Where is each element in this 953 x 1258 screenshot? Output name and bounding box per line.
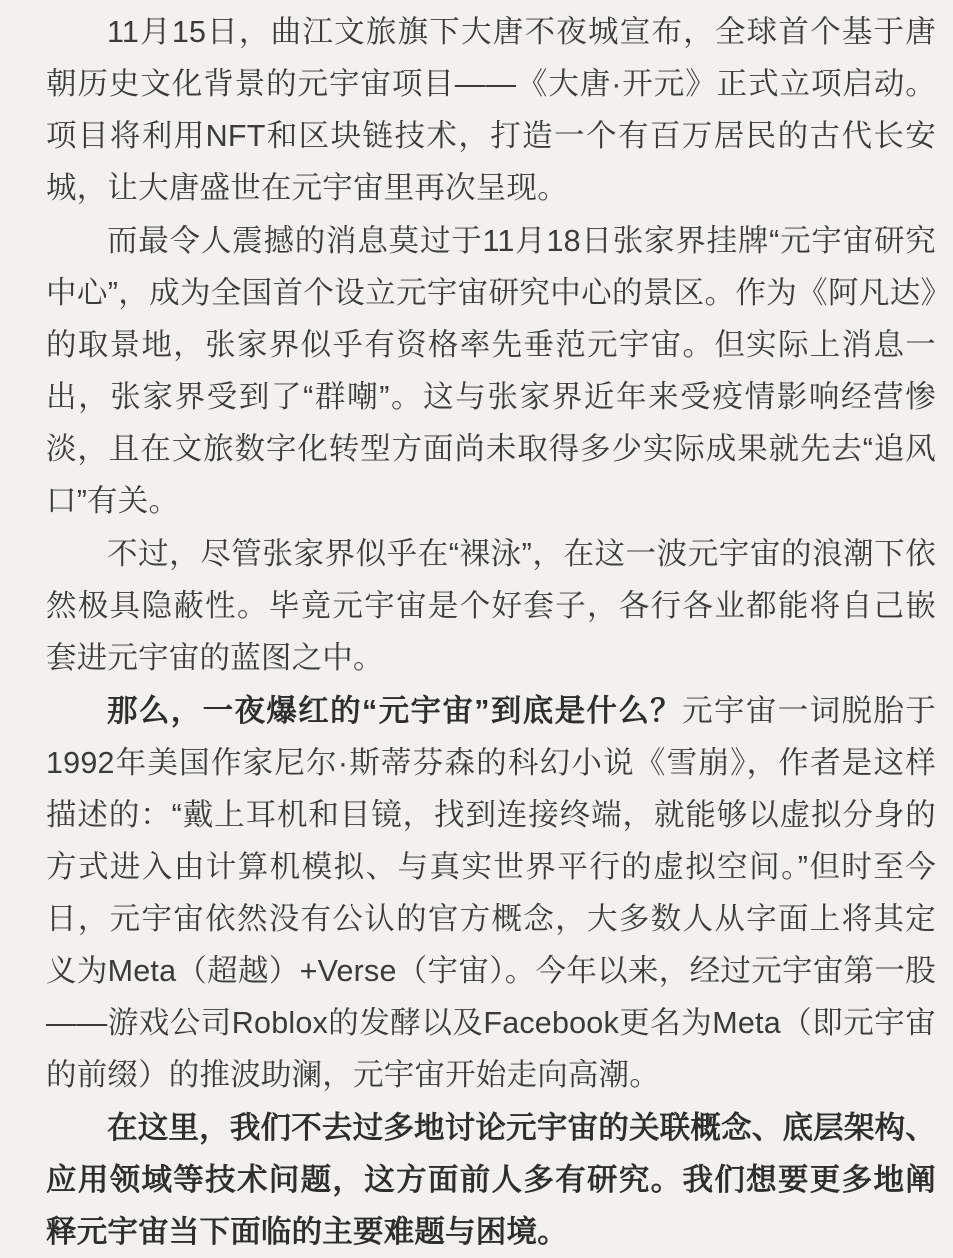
paragraph-4	[46, 685, 936, 1101]
article-body	[46, 6, 936, 1258]
paragraph-1: 11月15日，曲江文旅旗下大唐不夜城宣布，全球首个基于唐朝历史文化背景的元宇宙项目——《大唐·开元》正式立项启动。项目将利用NFT和区块链技术，打造一个有百万居民的古代长安城，让大唐盛世在元宇宙里再次呈现。	[46, 15, 936, 205]
paragraph-4-lead: 那么，一夜爆红的“元宇宙”到底是什么？	[107, 694, 683, 728]
paragraph-5: 在这里，我们不去过多地讨论元宇宙的关联概念、底层架构、应用领域等技术问题，这方面前人多有研究。我们想要更多地阐释元宇宙当下面临的主要难题与困境。	[46, 1111, 936, 1249]
paragraph-2: 而最令人震撼的消息莫过于11月18日张家界挂牌“元宇宙研究中心”，成为全国首个设立元宇宙研究中心的景区。作为《阿凡达》的取景地，张家界似乎有资格率先垂范元宇宙。但实际上消息一出，张家界受到了“群嘲”。这与张家界近年来受疫情影响经营惨淡，且在文旅数字化转型方面尚未取得多少实际成果就先去“追风口”有关。	[46, 224, 936, 518]
paragraph-4-body: 元宇宙一词脱胎于1992年美国作家尼尔·斯蒂芬森的科幻小说《雪崩》，作者是这样描述的：“戴上耳机和目镜，找到连接终端，就能够以虚拟分身的方式进入由计算机模拟、与真实世界平行的虚拟空间。”但时至今日，元宇宙依然没有公认的官方概念，大多数人从字面上将其定义为Meta（超越）+Verse（宇宙）。今年以来，经过元宇宙第一股——游戏公司Roblox的发酵以及Facebook更名为Meta（即元宇宙的前缀）的推波助澜，元宇宙开始走向高潮。	[46, 694, 936, 1092]
paragraph-3: 不过，尽管张家界似乎在“裸泳”，在这一波元宇宙的浪潮下依然极具隐蔽性。毕竟元宇宙是个好套子，各行各业都能将自己嵌套进元宇宙的蓝图之中。	[46, 537, 936, 675]
